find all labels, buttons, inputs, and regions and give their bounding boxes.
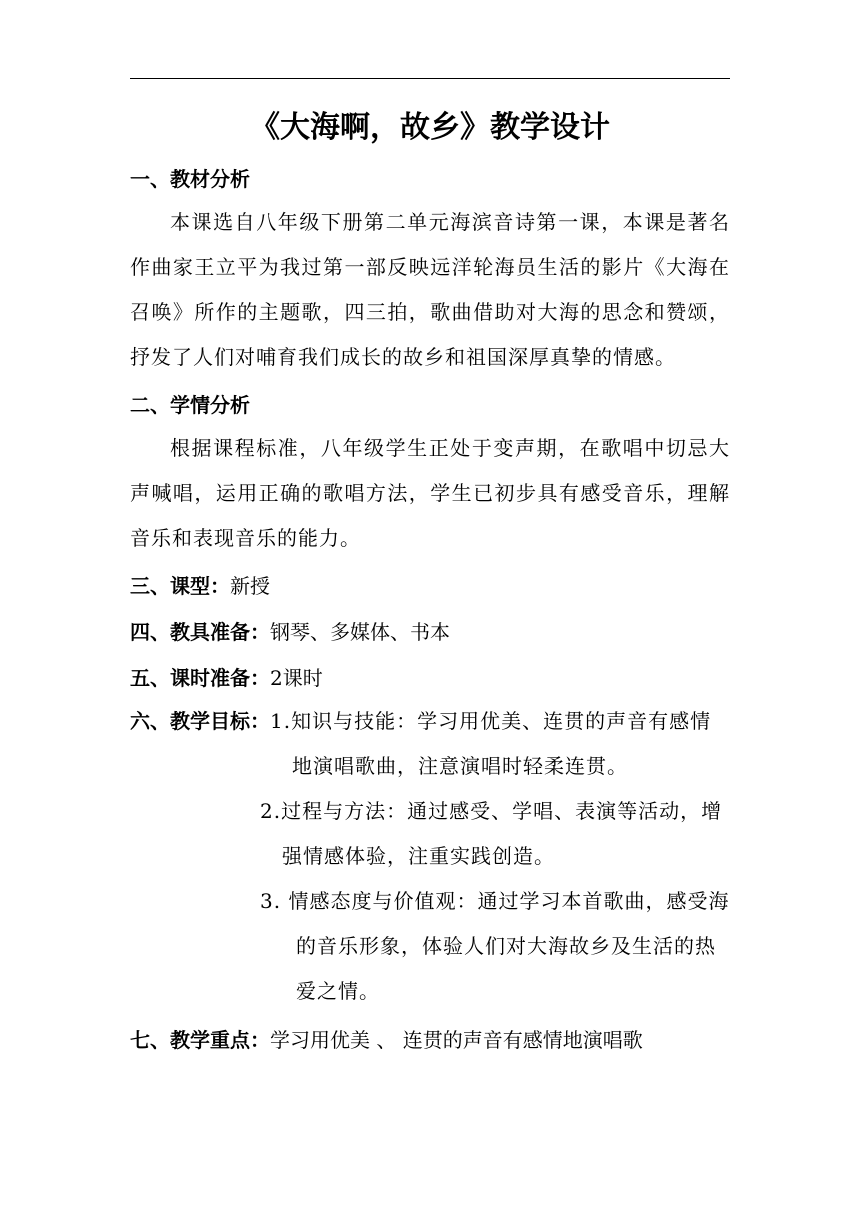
section-heading-students: 二、学情分析 (130, 393, 250, 417)
paragraph-material: 本课选自八年级下册第二单元海滨音诗第一课，本课是著名作曲家王立平为我过第一部反映远洋轮海员生活的影片《大海在召唤》所作的主题歌，四三拍，歌曲借助对大海的思念和赞颂，抒发了人们对哺育我们成长的故乡和祖国深厚真挚的情感。 (130, 210, 730, 369)
lesson-type-value: 新授 (230, 574, 270, 598)
section-lesson-type (130, 565, 730, 607)
teaching-aids-value: 钢琴、多媒体、书本 (270, 620, 450, 644)
class-hours-label: 五、课时准备： (130, 666, 270, 690)
page-title: 《大海啊，故乡》教学设计 (250, 110, 610, 145)
objective-item-2: 2.过程与方法：通过感受、学唱、表演等活动，增强情感体验，注重实践创造。 (260, 799, 723, 868)
key-points-value: 学习用优美 、 连贯的声音有感情地演唱歌 (270, 1028, 643, 1052)
section-key-points (130, 1018, 730, 1063)
section-objectives (130, 699, 730, 1014)
key-points-label: 七、教学重点： (130, 1028, 270, 1052)
objectives-label: 六、教学目标： (130, 709, 270, 733)
objectives-list (260, 699, 730, 1014)
teaching-aids-label: 四、教具准备： (130, 620, 270, 644)
header-rule (130, 78, 730, 79)
paragraph-students: 根据课程标准，八年级学生正处于变声期，在歌唱中切忌大声喊唱，运用正确的歌唱方法，学生已初步具有感受音乐，理解音乐和表现音乐的能力。 (130, 436, 730, 550)
objective-item-3: 3. 情感态度与价值观：通过学习本首歌曲，感受海的音乐形象，体验人们对大海故乡及生活的热爱之情。 (260, 889, 730, 1003)
objective-item-1: 1.知识与技能：学习用优美、连贯的声音有感情地演唱歌曲，注意演唱时轻柔连贯。 (270, 709, 712, 778)
section-teaching-aids (130, 611, 730, 653)
document-body (130, 154, 730, 1063)
section-class-hours (130, 657, 730, 699)
lesson-type-label: 三、课型： (130, 574, 230, 598)
section-heading-material: 一、教材分析 (130, 167, 250, 191)
class-hours-value: 2课时 (270, 666, 323, 690)
